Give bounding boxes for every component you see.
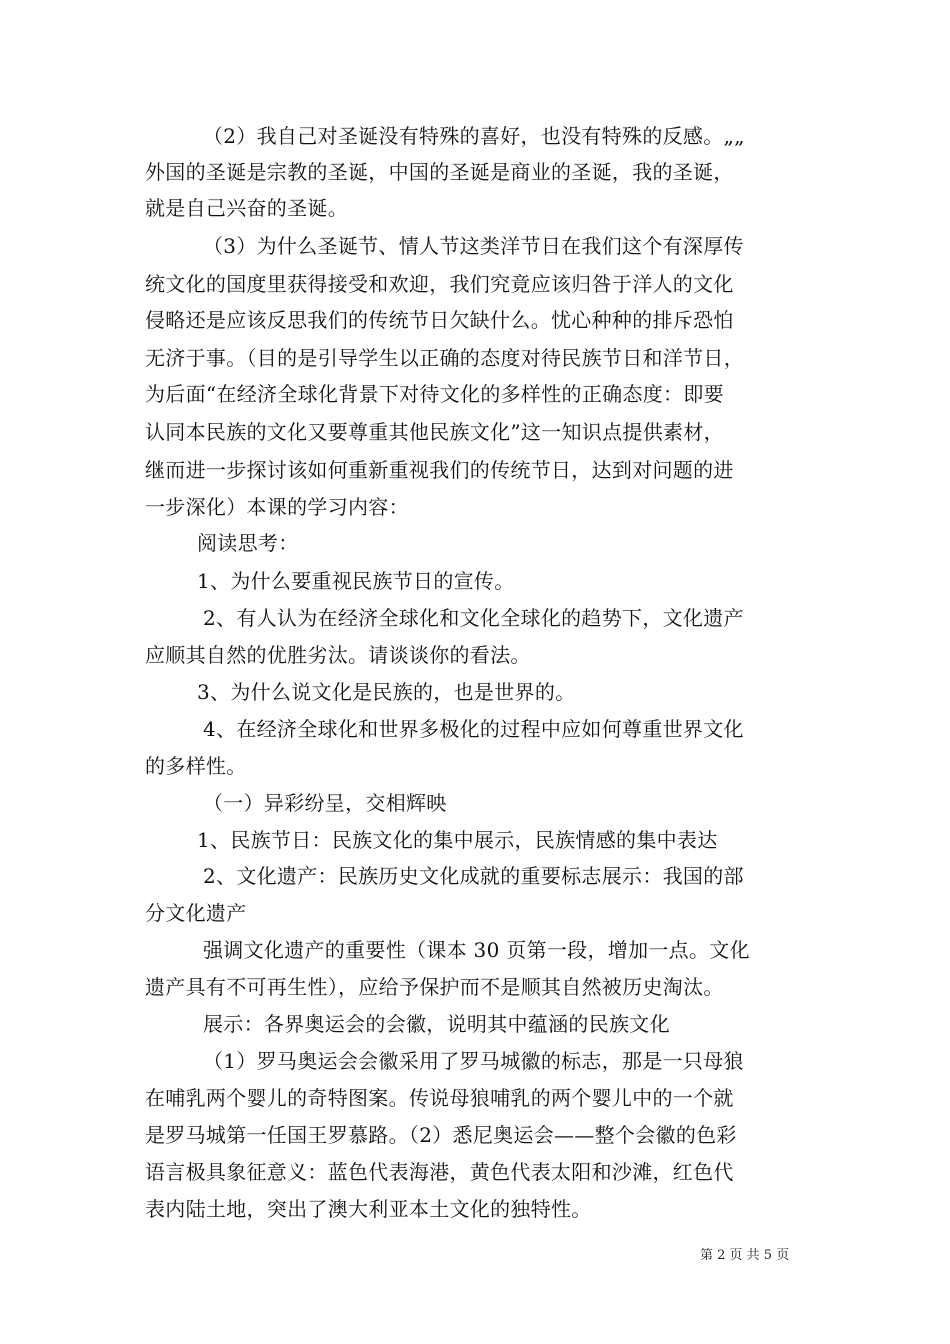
text-line: 3、为什么说文化是民族的，也是世界的。 (197, 680, 576, 704)
text-line: 遗产具有不可再生性），应给予保护而不是顺其自然被历史淘汰。 (145, 975, 724, 999)
text-line: 展示：各界奥运会的会徽，说明其中蕴涵的民族文化 (203, 1012, 670, 1036)
text-line: 为后面“在经济全球化背景下对待文化的多样性的正确态度：即要 (145, 382, 724, 406)
text-line: 分文化遗产 (145, 901, 247, 925)
text-line: 表内陆土地，突出了澳大利亚本土文化的独特性。 (145, 1197, 592, 1221)
page-number: 第 2 页 共 5 页 (700, 1248, 790, 1263)
text-line: 1、民族节日：民族文化的集中展示，民族情感的集中表达 (197, 828, 718, 852)
text-line: （2）我自己对圣诞没有特殊的喜好，也没有特殊的反感。„„ (203, 124, 745, 148)
text-line: 继而进一步探讨该如何重新重视我们的传统节日，达到对问题的进 (145, 458, 734, 482)
text-line: 阅读思考： (197, 531, 299, 555)
text-line: 外国的圣诞是宗教的圣诞，中国的圣诞是商业的圣诞，我的圣诞， (145, 160, 734, 184)
text-line: 应顺其自然的优胜劣汰。请谈谈你的看法。 (145, 643, 531, 667)
text-line: 2、有人认为在经济全球化和文化全球化的趋势下，文化遗产 (203, 606, 744, 630)
text-line: 认同本民族的文化又要尊重其他民族文化”这一知识点提供素材， (145, 420, 724, 444)
text-line: 无济于事。（目的是引导学生以正确的态度对待民族节日和洋节日， (145, 346, 744, 370)
text-line: 2、文化遗产：民族历史文化成就的重要标志展示：我国的部 (203, 864, 744, 888)
text-line: （1）罗马奥运会会徽采用了罗马城徽的标志，那是一只母狼 (203, 1049, 744, 1073)
text-line: （3）为什么圣诞节、情人节这类洋节日在我们这个有深厚传 (203, 234, 744, 258)
text-line: 强调文化遗产的重要性（课本 30 页第一段，增加一点。文化 (203, 938, 750, 962)
text-line: 语言极具象征意义：蓝色代表海港，黄色代表太阳和沙滩，红色代 (145, 1160, 734, 1184)
text-line: 一步深化）本课的学习内容： (145, 495, 409, 519)
text-line: 统文化的国度里获得接受和欢迎，我们究竟应该归咎于洋人的文化 (145, 272, 734, 296)
text-line: 1、为什么要重视民族节日的宣传。 (197, 569, 515, 593)
text-line: 的多样性。 (145, 754, 247, 778)
text-line: （一）异彩纷呈，交相辉映 (203, 791, 447, 815)
text-line: 侵略还是应该反思我们的传统节日欠缺什么。忧心种种的排斥恐怕 (145, 308, 734, 332)
text-line: 在哺乳两个婴儿的奇特图案。传说母狼哺乳的两个婴儿中的一个就 (145, 1086, 734, 1110)
text-line: 4、在经济全球化和世界多极化的过程中应如何尊重世界文化 (203, 717, 744, 741)
text-line: 就是自己兴奋的圣诞。 (145, 196, 348, 220)
text-line: 是罗马城第一任国王罗慕路。（2）悉尼奥运会——整个会徽的色彩 (145, 1123, 737, 1147)
